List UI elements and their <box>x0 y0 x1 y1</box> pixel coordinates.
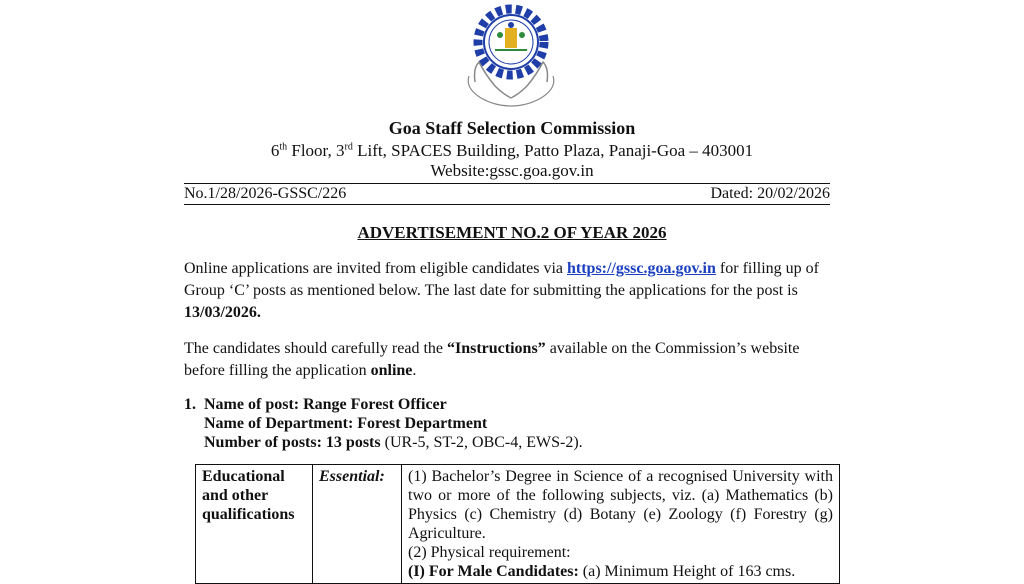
paragraph-online-applications: Online applications are invited from eligible candidates via https://gssc.goa.gov.in for filling up of Group ‘C’ posts as mentioned below. The last date for submitting the applications for the post is 13/03/2026. <box>184 260 819 321</box>
reference-line <box>184 183 830 205</box>
organization-name: Goa Staff Selection Commission <box>388 118 636 138</box>
advertisement-title: ADVERTISEMENT NO.2 OF YEAR 2026 <box>357 223 667 242</box>
essential-label: Essential: <box>313 465 402 584</box>
post-name: Name of post: Range Forest Officer <box>204 396 447 413</box>
qualification-details: (1) Bachelor’s Degree in Science of a recognised University with two or more of the following subjects, viz. (a) Mathematics (b) Physics (c) Chemistry (d) Botany (e) Zoology (f) Forestry (g) Agriculture. (2) Physical requirement: (I) For Male Candidates: (a) Minimum Height of 163 cms. <box>402 465 840 584</box>
post-number: 1. <box>184 396 196 413</box>
date: Dated: 20/02/2026 <box>710 185 830 202</box>
reference-number: No.1/28/2026-GSSC/226 <box>184 185 347 202</box>
qualification-heading: Educational and other qualifications <box>196 465 313 584</box>
website-line: Website:gssc.goa.gov.in <box>430 161 594 180</box>
qualifications-table <box>195 464 840 584</box>
paragraph-instructions: The candidates should carefully read the “Instructions” available on the Commission’s website before filling the application online. <box>184 340 800 379</box>
website-link[interactable]: https://gssc.goa.gov.in <box>566 260 716 277</box>
address-line: 6th Floor, 3rd Lift, SPACES Building, Patto Plaza, Panaji-Goa – 403001 <box>270 141 754 160</box>
post-details <box>184 395 830 452</box>
gssc-logo <box>455 2 567 114</box>
department-name: Name of Department: Forest Department <box>204 415 488 432</box>
number-of-posts: Number of posts: 13 posts (UR-5, ST-2, OBC-4, EWS-2). <box>204 434 583 451</box>
